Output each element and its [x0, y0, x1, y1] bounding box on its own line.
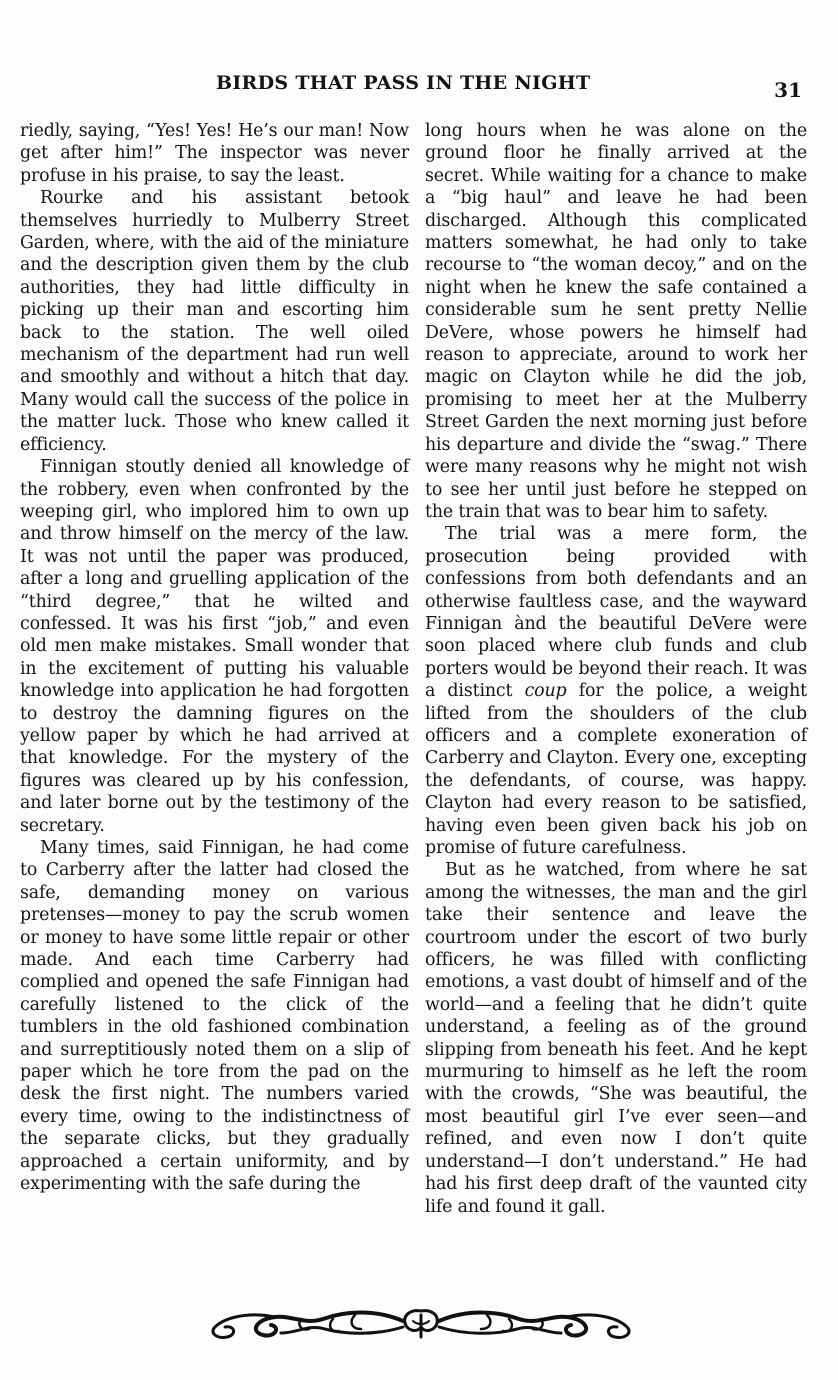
right-column [425, 120, 807, 1218]
paragraph: Rourke and his assistant betook themselves hurriedly to Mulberry Street Garden, where, with the aid of the miniature and the description given them by the club authorities, they had little difficulty in picking up their man and escorting him back to the station. The well oiled mechanism of the department had run well and smoothly and without a hitch that day. Many would call the success of the police in the matter luck. Those who knew called it efficiency. [20, 188, 409, 455]
page-number: 31 [774, 78, 802, 102]
left-column [20, 120, 409, 1196]
paragraph: But as he watched, from where he sat among the witnesses, the man and the girl take their sentence and leave the courtroom under the escort of two burly officers, he was filled with conflicting emotions, a vast doubt of himself and of the world—and a feeling that he didn’t quite understand, a feeling as of the ground slipping from beneath his feet. And he kept murmuring to himself as he left the room with the crowds, “She was beautiful, the most beautiful girl I’ve ever seen—and refined, and even now I don’t quite understand—I don’t understand.” He had had his first deep draft of the vaunted city life and found it gall. [425, 860, 807, 1217]
paragraph [425, 523, 807, 859]
running-head [0, 72, 838, 102]
paragraph: Finnigan stoutly denied all knowledge of the robbery, even when confronted by the weeping girl, who implored him to own up and throw himself on the mercy of the law. It was not until the paper was produced, after a long and gruelling application of the “third degree,” that he wilted and confessed. It was his first “job,” and even old men make mistakes. Small wonder that in the excitement of putting his valuable knowledge into application he had forgotten to destroy the damning figures on the yellow paper by which he had arrived at that knowledge. For the mystery of the figures was cleared up by his confession, and later borne out by the testimony of the secretary. [20, 457, 409, 836]
scroll-ornament-icon [205, 1305, 637, 1343]
paragraph: long hours when he was alone on the ground floor he finally arrived at the secret. While waiting for a chance to make a “big haul” and leave he had been discharged. Although this complicated matters somewhat, he had only to take recourse to “the woman decoy,” and on the night when he knew the safe contained a considerable sum he sent pretty Nellie DeVere, whose powers he himself had reason to appreciate, around to work her magic on Clayton while he did the job, promising to meet her at the Mulberry Street Garden the next morning just before his departure and divide the “swag.” There were many reasons why he might not wish to see her until just before he stepped on the train that was to bear him to safety. [425, 121, 807, 522]
paragraph-text: The trial was a mere form, the prosecution being provided with confessions from both defendants and an otherwise faultless case, and the wayward Finnigan ànd the beautiful DeVere were soon placed where club funds and club porters would be beyond their reach. It was a distinct [425, 524, 807, 702]
running-head-title: BIRDS THAT PASS IN THE NIGHT [216, 72, 591, 94]
paragraph: Many times, said Finnigan, he had come to Carberry after the latter had closed the safe, demanding money on various pretenses—money to pay the scrub women or money to have some little repair or other made. And each time Carberry had complied and opened the safe Finnigan had carefully listened to the click of the tumblers in the old fashioned combination and surreptitiously noted them on a slip of paper which he tore from the pad on the desk the first night. The numbers varied every time, owing to the indistinctness of the separate clicks, but they gradually approached a certain uniformity, and by experimenting with the safe during the [20, 838, 409, 1195]
paragraph: riedly, saying, “Yes! Yes! He’s our man! Now get after him!” The inspector was never profuse in his praise, to say the least. [20, 121, 409, 186]
paragraph-text: for the police, a weight lifted from the shoulders of the club officers and a complete exoneration of Carberry and Clayton. Every one, excepting the defendants, of course, was happy. Clayton had every reason to be satisfied, having even been given back his job on promise of future carefulness. [425, 681, 807, 858]
italic-word: coup [524, 681, 567, 702]
